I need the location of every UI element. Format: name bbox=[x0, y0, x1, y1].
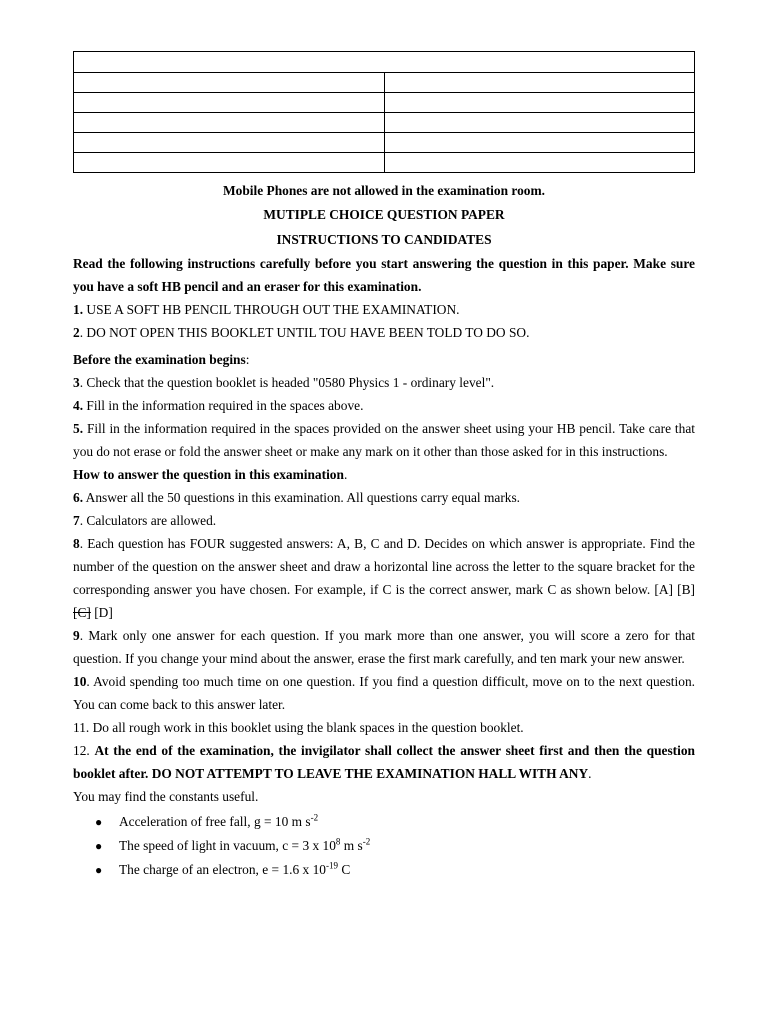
bullet-icon: ● bbox=[95, 863, 103, 877]
instruction-8: 8. Each question has FOUR suggested answers: A, B, C and D. Decides on which answer is appropriate. Find the number of the question on the answer sheet and draw a horizontal line across the letter to the square bracket for the corresponding answer you have chosen. For example, if C is the correct answer, mark C as shown below. [A] [B] [C] [D] bbox=[73, 536, 695, 620]
item-number: 10 bbox=[73, 674, 87, 689]
info-cell bbox=[384, 153, 695, 173]
item-number: 9 bbox=[73, 628, 80, 643]
instruction-12: 12. At the end of the examination, the invigilator shall collect the answer sheet first and then the question booklet after. DO NOT ATTEMPT TO LEAVE THE EXAMINATION HALL WITH ANY. bbox=[73, 743, 695, 781]
item-number: 7 bbox=[73, 513, 80, 528]
item-text: At the end of the examination, the invigilator shall collect the answer sheet first and then the question booklet after. DO NOT ATTEMPT TO LEAVE THE EXAMINATION HALL WITH ANY bbox=[73, 743, 695, 781]
instruction-1 bbox=[73, 298, 695, 321]
instruction-9 bbox=[73, 624, 695, 670]
constants-list bbox=[73, 810, 695, 882]
instructions-title: INSTRUCTIONS TO CANDIDATES bbox=[276, 232, 492, 247]
paper-title: MUTIPLE CHOICE QUESTION PAPER bbox=[263, 207, 505, 222]
item-text: USE A SOFT HB PENCIL THROUGH OUT THE EXAMINATION. bbox=[83, 302, 460, 317]
bullet-icon: ● bbox=[95, 815, 103, 829]
candidate-info-table bbox=[73, 51, 695, 173]
info-cell bbox=[74, 93, 385, 113]
phone-notice: Mobile Phones are not allowed in the examination room. bbox=[223, 183, 545, 198]
marked-answer-example: [C] bbox=[73, 605, 91, 620]
instruction-2 bbox=[73, 321, 695, 344]
item-number: 4. bbox=[73, 398, 84, 413]
info-cell bbox=[74, 113, 385, 133]
item-number: 12. bbox=[73, 743, 95, 758]
info-cell bbox=[74, 133, 385, 153]
item-number: 3 bbox=[73, 375, 80, 390]
item-text: . DO NOT OPEN THIS BOOKLET UNTIL TOU HAVE BEEN TOLD TO DO SO. bbox=[79, 325, 530, 340]
how-to-answer-heading: How to answer the question in this examination. bbox=[73, 467, 348, 482]
constant-electron-charge: ● The charge of an electron, e = 1.6 x $10^{-19}$ C bbox=[73, 858, 695, 882]
info-cell bbox=[74, 153, 385, 173]
item-text: . Avoid spending too much time on one question. If you find a question difficult, move on to the next question. You can come back to this answer later. bbox=[73, 674, 695, 712]
instruction-6 bbox=[73, 486, 695, 509]
item-text: Fill in the information required in the spaces above. bbox=[83, 398, 364, 413]
instruction-7 bbox=[73, 509, 695, 532]
constant-light-speed: ● The speed of light in vacuum, c = 3 x $10^8$ m $s^{-2}$ bbox=[73, 834, 695, 858]
intro-paragraph: Read the following instructions carefully before you start answering the question in this paper. Make sure you have a soft HB pencil and an eraser for this examination. bbox=[73, 256, 695, 294]
constant-gravity: ● Acceleration of free fall, g = 10 m $s^{-2}$ bbox=[73, 810, 695, 834]
info-cell bbox=[384, 73, 695, 93]
item-number: 2 bbox=[73, 325, 80, 340]
info-cell-header bbox=[74, 52, 695, 73]
instruction-11: 11. Do all rough work in this booklet using the blank spaces in the question booklet. bbox=[73, 720, 524, 735]
item-number: 5. bbox=[73, 421, 84, 436]
item-number: 1. bbox=[73, 302, 84, 317]
instruction-5 bbox=[73, 417, 695, 463]
instruction-4 bbox=[73, 394, 695, 417]
info-cell bbox=[384, 113, 695, 133]
item-text: Fill in the information required in the spaces provided on the answer sheet using your HB pencil. Take care that you do not erase or fold the answer sheet or make any mark on it other than those asked for in this instructions. bbox=[73, 421, 695, 459]
instruction-3 bbox=[73, 371, 695, 394]
info-cell bbox=[74, 73, 385, 93]
info-cell bbox=[384, 133, 695, 153]
info-cell bbox=[384, 93, 695, 113]
item-text: . Mark only one answer for each question. If you mark more than one answer, you will score a zero for that question. If you change your mind about the answer, erase the first mark carefully, and ten mark your new answer. bbox=[73, 628, 695, 666]
before-exam-heading: Before the examination begins: bbox=[73, 352, 250, 367]
item-text: . Check that the question booklet is headed "0580 Physics 1 - ordinary level". bbox=[79, 375, 495, 390]
bullet-icon: ● bbox=[95, 839, 103, 853]
item-text: . Calculators are allowed. bbox=[79, 513, 217, 528]
constants-intro: You may find the constants useful. bbox=[73, 789, 259, 804]
item-text: . Each question has FOUR suggested answers: A, B, C and D. Decides on which answer is appropriate. Find the number of the question on the answer sheet and draw a horizontal line across the letter to the square bracket for the corresponding answer you have chosen. For example, if C is the correct answer, mark C as shown below. [A] [B] bbox=[73, 536, 695, 597]
item-text: Answer all the 50 questions in this examination. All questions carry equal marks. bbox=[83, 490, 521, 505]
instruction-10 bbox=[73, 670, 695, 716]
item-number: 6. bbox=[73, 490, 84, 505]
item-number: 8 bbox=[73, 536, 80, 551]
exam-page bbox=[73, 51, 695, 882]
